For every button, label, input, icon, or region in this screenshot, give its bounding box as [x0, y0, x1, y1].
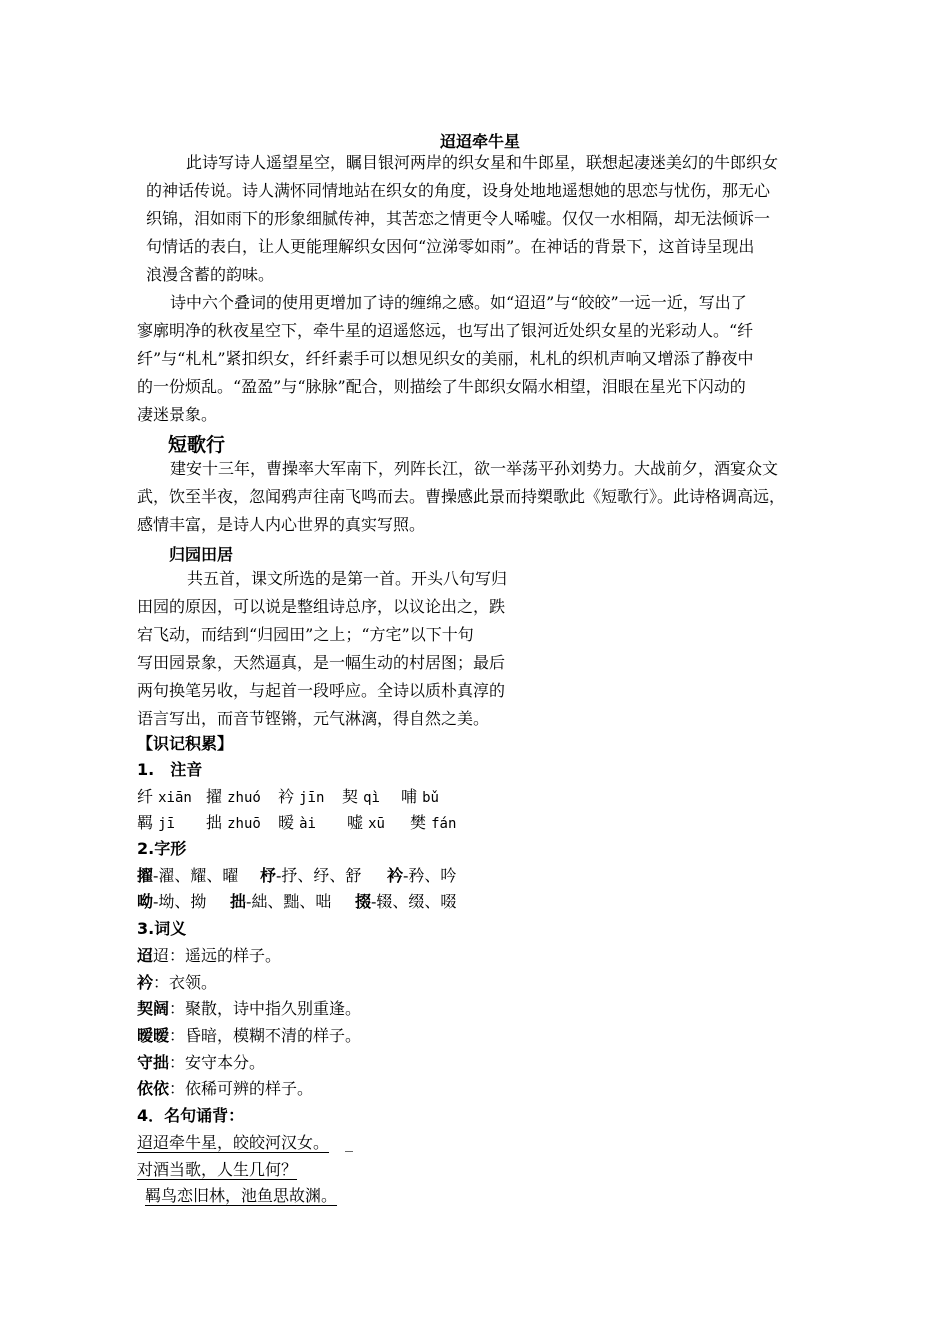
vocab-item [137, 999, 361, 1019]
vocab-definition: ：遥远的样子。 [169, 946, 282, 965]
glyph-key: 衿 [387, 866, 404, 885]
glyph-key: 掇 [355, 892, 372, 911]
pinyin-item [278, 787, 324, 808]
vocab-word: 衿 [137, 973, 154, 992]
vocab-definition: ：昏暗，模糊不清的样子。 [169, 1026, 362, 1045]
pinyin: ài [299, 816, 316, 832]
char: 擢 [206, 787, 223, 806]
text-line: 写田园景象，天然逼真，是一幅生动的村居图；最后 [137, 653, 506, 672]
text-line: 共五首，课文所选的是第一首。开头八句写归 [187, 569, 508, 588]
pinyin-item [137, 813, 175, 834]
text-line: 武，饮至半夜，忽闻鸦声往南飞鸣而去。曹操感此景而持槊歌此《短歌行》。此诗格调高远， [137, 487, 786, 506]
pinyin: jīn [299, 790, 325, 806]
text-line: 凄迷景象。 [137, 405, 218, 424]
vocab-definition: ：依稀可辨的样子。 [169, 1079, 314, 1098]
heading-accumulation: 【识记积累】 [137, 734, 234, 753]
text-line: 此诗写诗人遥望星空，瞩目银河两岸的织女星和牛郎星，联想起凄迷美幻的牛郎织女 [186, 153, 779, 172]
quote-text: 对酒当歌，人生几何？ [137, 1160, 298, 1179]
vocab-item [137, 1053, 265, 1073]
pinyin: bǔ [422, 790, 439, 806]
section-title-tiaotiao: 迢迢牵牛星 [440, 132, 521, 151]
vocab-definition: ：衣领。 [153, 973, 218, 992]
quote-text: 迢迢牵牛星，皎皎河汉女。 [137, 1133, 330, 1152]
vocab-item [137, 1079, 313, 1099]
glyph-key: 呦 [137, 892, 154, 911]
glyph-group [137, 866, 238, 886]
glyph-key: 杼 [260, 866, 277, 885]
glyph-group [230, 892, 331, 912]
pinyin-item [401, 787, 439, 808]
char: 衿 [278, 787, 295, 806]
text-line: 宕飞动，而结到“归园田”之上；“方宅”以下十句 [137, 625, 474, 644]
text-line: 的神话传说。诗人满怀同情地站在织女的角度，设身处地地遥想她的思恋与忧伤，那无心 [146, 181, 771, 200]
quote-text: 羁鸟恋旧林，池鱼思故渊。 [145, 1186, 338, 1205]
text-line: 纤”与“札札”紧扣织女，纤纤素手可以想见织女的美丽，札札的织机声响又增添了静夜中 [137, 349, 754, 368]
section-title-guiyuantianju: 归园田居 [169, 545, 234, 564]
pinyin-item [206, 787, 261, 808]
glyph-similar: -濯、耀、曜 [153, 866, 239, 885]
vocab-word: 守拙 [137, 1053, 170, 1072]
text-line: 两句换笔另收，与起首一段呼应。全诗以质朴真淳的 [137, 681, 506, 700]
text-line: 田园的原因，可以说是整组诗总序，以议论出之，跌 [137, 597, 506, 616]
pinyin: xiān [158, 790, 192, 806]
text-line: 感情丰富，是诗人内心世界的真实写照。 [137, 515, 426, 534]
text-line: 浪漫含蓄的韵味。 [146, 265, 275, 284]
vocab-definition: ：安守本分。 [169, 1053, 266, 1072]
pinyin-item [137, 787, 192, 808]
glyph-similar: -矜、吟 [403, 866, 457, 885]
glyph-group [260, 866, 361, 886]
pinyin-item [278, 813, 316, 834]
pinyin: fán [431, 816, 457, 832]
char: 拙 [206, 813, 223, 832]
glyph-key: 拙 [230, 892, 247, 911]
char: 哺 [401, 787, 418, 806]
glyph-similar: -抒、纾、舒 [276, 866, 362, 885]
char: 暧 [278, 813, 295, 832]
heading-glyphs: 2.字形 [137, 839, 187, 858]
quote-line [137, 1186, 337, 1206]
pinyin-item [342, 787, 380, 808]
glyph-group [355, 892, 456, 912]
glyph-similar: -辍、缀、啜 [371, 892, 457, 911]
blank-mark: _ [345, 1133, 354, 1152]
section-title-duangexing: 短歌行 [168, 434, 226, 456]
vocab-item [137, 946, 281, 966]
char: 纤 [137, 787, 154, 806]
text-line: 语言写出，而音节铿锵，元气淋漓，得自然之美。 [137, 709, 490, 728]
pinyin: zhuō [227, 816, 261, 832]
pinyin: zhuó [227, 790, 261, 806]
char: 樊 [410, 813, 427, 832]
pinyin-item [206, 813, 261, 834]
glyph-group [137, 892, 206, 912]
pinyin: xū [368, 816, 385, 832]
vocab-definition: ：聚散，诗中指久别重逢。 [169, 999, 362, 1018]
glyph-similar: -坳、拗 [153, 892, 207, 911]
vocab-item [137, 973, 217, 993]
char: 羁 [137, 813, 154, 832]
text-line: 建安十三年，曹操率大军南下，列阵长江，欲一举荡平孙刘势力。大战前夕，酒宴众文 [170, 459, 779, 478]
glyph-similar: -絀、黜、咄 [246, 892, 332, 911]
pinyin: jī [158, 816, 175, 832]
vocab-word: 暧暧 [137, 1026, 170, 1045]
vocab-item [137, 1026, 361, 1046]
text-line: 织锦，泪如雨下的形象细腻传神，其苦恋之情更令人唏嘘。仅仅一水相隔，却无法倾诉一 [146, 209, 771, 228]
quote-line [137, 1160, 297, 1180]
glyph-group [387, 866, 456, 886]
text-line: 诗中六个叠词的使用更增加了诗的缠绵之感。如“迢迢”与“皎皎”一远一近，写出了 [170, 293, 747, 312]
text-line: 寥廓明净的秋夜星空下，牵牛星的迢遥悠远，也写出了银河近处织女星的光彩动人。“纤 [137, 321, 754, 340]
vocab-word-rest: 迢 [153, 946, 170, 965]
heading-famous-lines: 4．名句诵背： [137, 1106, 245, 1125]
heading-pronunciation: 1. 注音 [137, 760, 203, 779]
pinyin-item [347, 813, 385, 834]
heading-vocabulary: 3.词义 [137, 919, 187, 938]
char: 契 [342, 787, 359, 806]
pinyin: qì [363, 790, 380, 806]
vocab-word: 契阔 [137, 999, 170, 1018]
text-line: 的一份烦乱。“盈盈”与“脉脉”配合，则描绘了牛郎织女隔水相望，泪眼在星光下闪动的 [137, 377, 746, 396]
glyph-key: 擢 [137, 866, 154, 885]
vocab-word: 依依 [137, 1079, 170, 1098]
pinyin-item [410, 813, 456, 834]
vocab-word: 迢 [137, 946, 154, 965]
text-line: 句情话的表白，让人更能理解织女因何“泣涕零如雨”。在神话的背景下，这首诗呈现出 [146, 237, 755, 256]
char: 嘘 [347, 813, 364, 832]
quote-line [137, 1133, 353, 1153]
